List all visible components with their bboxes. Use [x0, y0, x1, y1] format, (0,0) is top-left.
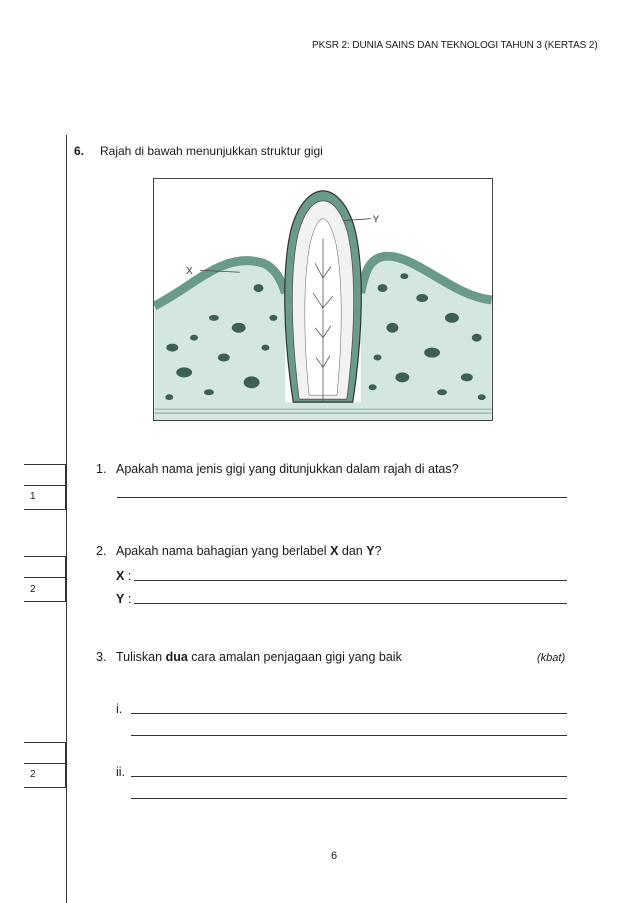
answer-line-ii-1[interactable] — [131, 776, 567, 777]
answer-line-i-1[interactable] — [131, 713, 567, 714]
sub-question-2-number: 2. — [96, 544, 107, 558]
sub-question-1-number: 1. — [96, 462, 107, 476]
sub-question-3-text: Tuliskan dua cara amalan penjagaan gigi yang baik — [116, 650, 402, 664]
sub-question-2-text: Apakah nama bahagian yang berlabel X dan Y? — [116, 544, 382, 558]
answer-label-x: X : — [116, 569, 132, 583]
marks-value-1: 1 — [30, 491, 36, 502]
answer-line-ii-2[interactable] — [131, 798, 567, 799]
page-header: PKSR 2: DUNIA SAINS DAN TEKNOLOGI TAHUN 3 (KERTAS 2) — [312, 40, 598, 51]
marks-value-2: 2 — [30, 584, 36, 595]
margin-line — [66, 135, 67, 903]
figure-label-x: X — [186, 266, 193, 278]
answer-item-i-label: i. — [116, 702, 123, 716]
sub-question-3-number: 3. — [96, 650, 107, 664]
sub-question-1-text: Apakah nama jenis gigi yang ditunjukkan dalam rajah di atas? — [116, 462, 459, 476]
answer-line-1[interactable] — [117, 497, 567, 498]
tooth-diagram — [154, 179, 492, 420]
question-number: 6. — [74, 144, 85, 158]
page-number: 6 — [331, 850, 338, 862]
answer-line-x[interactable] — [134, 580, 567, 581]
answer-label-y: Y : — [116, 592, 132, 606]
kbat-tag: (kbat) — [537, 652, 566, 664]
figure-label-y: Y — [372, 214, 380, 226]
answer-line-i-2[interactable] — [131, 735, 567, 736]
tooth-structure-figure — [153, 178, 493, 421]
answer-line-y[interactable] — [134, 603, 567, 604]
answer-item-ii-label: ii. — [116, 765, 126, 779]
question-stem: Rajah di bawah menunjukkan struktur gigi — [100, 144, 323, 158]
marks-value-3: 2 — [30, 769, 36, 780]
